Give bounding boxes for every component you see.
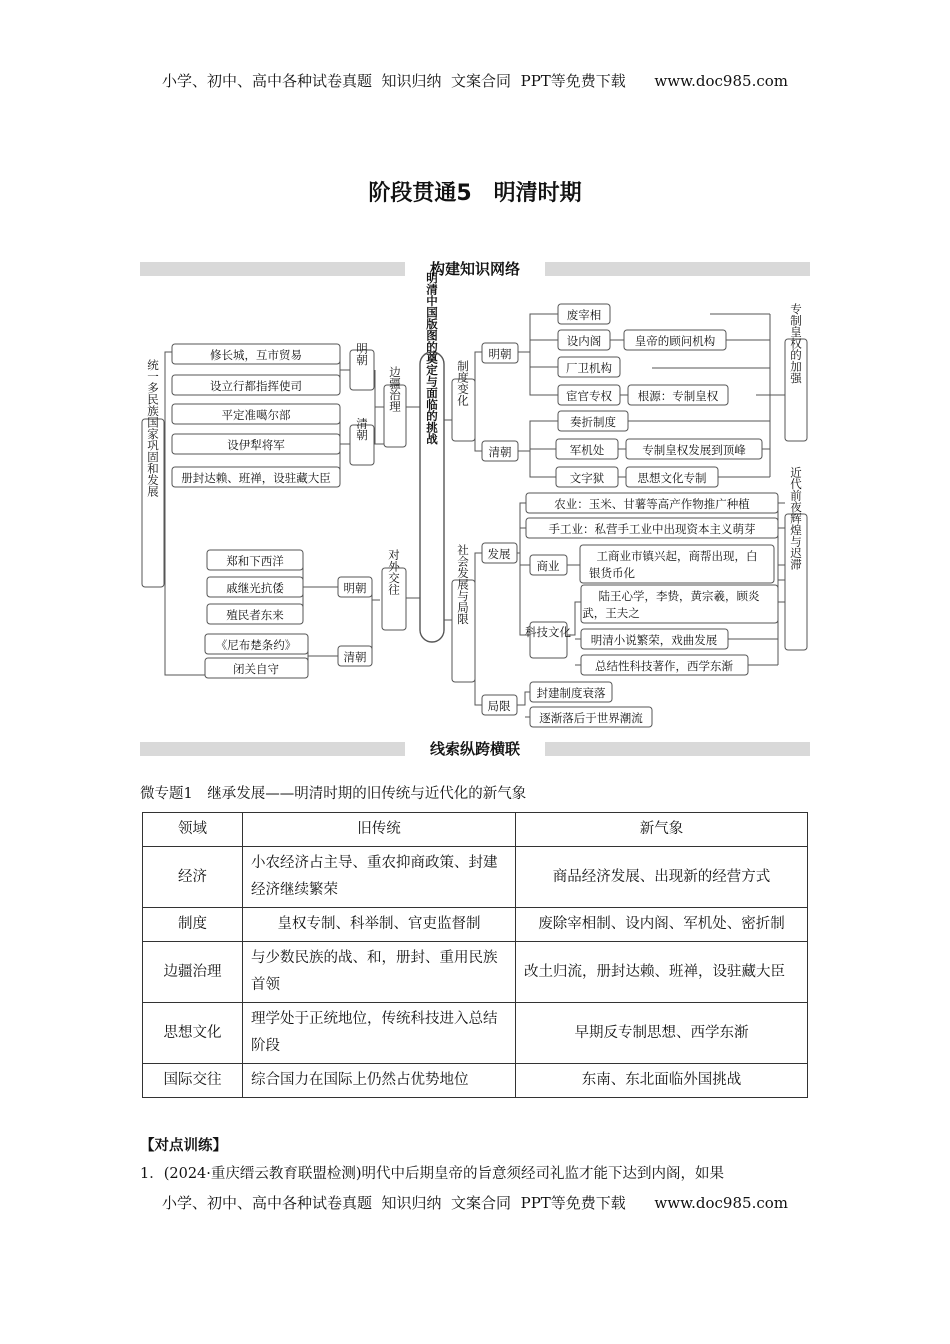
cell-field: 经济 xyxy=(143,847,243,908)
node-l5: 册封达赖、班禅，设驻藏大臣 xyxy=(181,471,331,485)
header-field: 领域 xyxy=(143,813,243,847)
node-r5: 奏折制度 xyxy=(570,415,616,429)
node-agri: 农业：玉米、甘薯等高产作物推广种植 xyxy=(554,497,750,511)
node-scitech-1: 科技文化 xyxy=(525,625,571,639)
cell-field: 国际交往 xyxy=(143,1064,243,1098)
node-sci2: 明清小说繁荣，戏曲发展 xyxy=(590,633,718,647)
table-header-row xyxy=(143,813,808,847)
node-r4b: 根源：专制皇权 xyxy=(637,389,719,403)
node-left-ming: 明朝 xyxy=(355,342,369,366)
node-commerce-detail-2: 银货币化 xyxy=(589,566,635,580)
node-system: 制度变化 xyxy=(456,360,470,406)
node-commerce-detail-1: 工商业市镇兴起，商帮出现，白 xyxy=(596,549,758,563)
cell-old: 小农经济占主导、重农抑商政策、封建经济继续繁荣 xyxy=(243,847,516,908)
node-right-top: 专制皇权的加强 xyxy=(789,302,803,384)
page-title: 阶段贯通5 明清时期 xyxy=(368,181,582,206)
node-l7: 戚继光抗倭 xyxy=(226,581,284,595)
center-topic: 明清中国版图的奠定与面临的挑战 xyxy=(425,271,439,445)
node-handi: 手工业：私营手工业中出现资本主义萌芽 xyxy=(548,522,756,536)
node-l4: 设伊犁将军 xyxy=(227,438,285,452)
node-l1: 修长城，互市贸易 xyxy=(210,348,302,362)
cell-new: 废除宰相制、设内阁、军机处、密折制 xyxy=(516,908,808,942)
page-header: 小学、初中、高中各种试卷真题 知识归纳 文案合同 PPT等免费下载 www.doc985.com xyxy=(161,72,788,90)
node-sci3: 总结性科技著作，西学东渐 xyxy=(595,659,733,673)
node-r7b: 思想文化专制 xyxy=(637,471,707,485)
cell-new: 东南、东北面临外国挑战 xyxy=(516,1064,808,1098)
cell-field: 边疆治理 xyxy=(143,942,243,1003)
section-title-clues: 线索纵跨横联 xyxy=(405,739,545,759)
micro-topic-title: 微专题1 继承发展——明清时期的旧传统与近代化的新气象 xyxy=(140,786,527,802)
node-sci1-2: 武，王夫之 xyxy=(582,606,640,620)
node-l10: 闭关自守 xyxy=(233,662,279,676)
left-root-label: 统一多民族国家巩固和发展 xyxy=(146,359,160,497)
cell-new: 商品经济发展、出现新的经营方式 xyxy=(516,847,808,908)
node-lower-qing: 清朝 xyxy=(343,650,367,664)
node-r3: 厂卫机构 xyxy=(566,361,612,375)
node-l6: 郑和下西洋 xyxy=(226,554,284,568)
cell-field: 思想文化 xyxy=(143,1003,243,1064)
practice-heading: 【对点训练】 xyxy=(140,1137,227,1154)
page-footer: 小学、初中、高中各种试卷真题 知识归纳 文案合同 PPT等免费下载 www.doc985.com xyxy=(161,1194,788,1212)
node-social: 社会发展与局限 xyxy=(456,543,470,625)
cell-new: 改土归流，册封达赖、班禅，设驻藏大臣 xyxy=(516,942,808,1003)
node-r4: 宦官专权 xyxy=(566,389,612,403)
node-l9: 《尼布楚条约》 xyxy=(215,638,297,652)
node-frontier: 边疆治理 xyxy=(388,366,402,412)
table-row xyxy=(143,942,808,1003)
node-r7: 文字狱 xyxy=(569,471,605,485)
node-r6b: 专制皇权发展到顶峰 xyxy=(642,443,746,457)
node-r1: 废宰相 xyxy=(566,308,602,322)
cell-old: 皇权专制、科举制、官吏监督制 xyxy=(243,908,516,942)
node-r2: 设内阁 xyxy=(566,334,602,348)
comparison-table xyxy=(142,812,808,1098)
node-sci1-1: 陆王心学，李贽，黄宗羲，顾炎 xyxy=(598,589,760,603)
table-row xyxy=(143,1064,808,1098)
node-dev: 发展 xyxy=(487,547,511,561)
node-lower-ming: 明朝 xyxy=(343,581,367,595)
cell-old: 与少数民族的战、和，册封、重用民族首领 xyxy=(243,942,516,1003)
header-new: 新气象 xyxy=(516,813,808,847)
table-row xyxy=(143,1003,808,1064)
node-right-bottom: 近代前夜辉煌与迟滞 xyxy=(789,466,803,570)
node-l3: 平定准噶尔部 xyxy=(221,408,291,422)
node-commerce: 商业 xyxy=(536,559,560,573)
section-title-network: 构建知识网络 xyxy=(405,259,545,279)
table-row xyxy=(143,847,808,908)
node-left-qing: 清朝 xyxy=(355,417,369,441)
node-right-ming: 明朝 xyxy=(488,347,512,361)
cell-field: 制度 xyxy=(143,908,243,942)
node-r6: 军机处 xyxy=(569,443,605,457)
cell-old: 综合国力在国际上仍然占优势地位 xyxy=(243,1064,516,1098)
node-right-qing: 清朝 xyxy=(488,445,512,459)
node-lim1: 封建制度衰落 xyxy=(536,686,606,700)
cell-old: 理学处于正统地位，传统科技进入总结阶段 xyxy=(243,1003,516,1064)
node-foreign: 对外交往 xyxy=(387,549,401,595)
question-1: 1．(2024·重庆缙云教育联盟检测)明代中后期皇帝的旨意须经司礼监才能下达到内阁，如果 xyxy=(140,1166,725,1182)
cell-new: 早期反专制思想、西学东渐 xyxy=(516,1003,808,1064)
node-limit: 局限 xyxy=(487,699,511,713)
node-lim2: 逐渐落后于世界潮流 xyxy=(539,711,643,725)
table-row xyxy=(143,908,808,942)
node-l2: 设立行都指挥使司 xyxy=(210,379,302,393)
node-l8: 殖民者东来 xyxy=(226,608,284,622)
header-old: 旧传统 xyxy=(243,813,516,847)
node-r2b: 皇帝的顾问机构 xyxy=(634,334,716,348)
